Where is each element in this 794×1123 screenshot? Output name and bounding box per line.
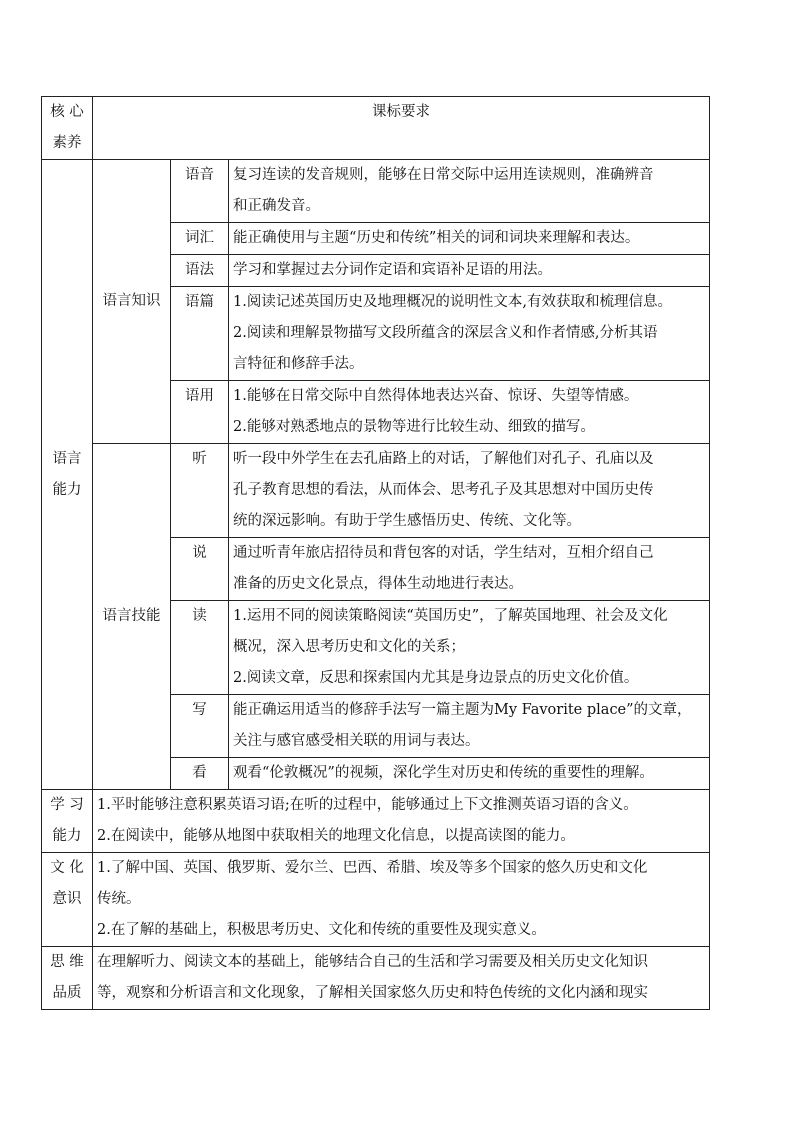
table-row bbox=[42, 790, 710, 853]
content-line: 1.阅读记述英国历史及地理概况的说明性文本,有效获取和梳理信息。 bbox=[233, 294, 672, 310]
row-name: 写 bbox=[171, 695, 229, 758]
row-name: 语篇 bbox=[171, 287, 229, 381]
content-line: 2.阅读文章，反思和探索国内尤其是身边景点的历史文化价值。 bbox=[233, 670, 639, 686]
table-row bbox=[42, 853, 710, 947]
content-line: 1.能够在日常交际中自然得体地表达兴奋、惊讶、失望等情感。 bbox=[233, 388, 639, 404]
content-line: 传统。 bbox=[97, 891, 141, 907]
content-line: 孔子教育思想的看法，从而体会、思考孔子及其思想对中国历史传 bbox=[233, 482, 654, 498]
learning-ability-label-1: 学 习 bbox=[50, 797, 84, 813]
content-line: 观看“伦敦概况”的视频，深化学生对历史和传统的重要性的理解。 bbox=[233, 765, 654, 781]
table-row bbox=[42, 947, 710, 1010]
row-content bbox=[229, 381, 710, 444]
content-line: 1.运用不同的阅读策略阅读“英国历史”，了解英国地理、社会及文化 bbox=[233, 608, 668, 624]
thinking-quality-label-1: 思 维 bbox=[50, 954, 84, 970]
row-name: 说 bbox=[171, 538, 229, 601]
row-content bbox=[229, 255, 710, 287]
content-line: 2.阅读和理解景物描写文段所蕴含的深层含义和作者情感,分析其语 bbox=[233, 325, 658, 341]
row-name: 词汇 bbox=[171, 223, 229, 255]
content-line: 关注与感官感受相关联的用词与表达。 bbox=[233, 733, 480, 749]
row-content bbox=[229, 287, 710, 381]
row-content bbox=[229, 538, 710, 601]
content-line: 和正确发音。 bbox=[233, 198, 320, 214]
content-line: 2.能够对熟悉地点的景物等进行比较生动、细致的描写。 bbox=[233, 419, 595, 435]
content-line: 1.平时能够注意积累英语习语;在听的过程中，能够通过上下文推测英语习语的含义。 bbox=[97, 797, 638, 813]
row-name: 语音 bbox=[171, 160, 229, 223]
row-content bbox=[229, 758, 710, 790]
learning-ability-label bbox=[42, 790, 93, 853]
content-line: 言特征和修辞手法。 bbox=[233, 356, 364, 372]
row-name: 语用 bbox=[171, 381, 229, 444]
content-line: 复习连读的发音规则，能够在日常交际中运用连读规则，准确辨音 bbox=[233, 167, 654, 183]
content-line: 通过听青年旅店招待员和背包客的对话，学生结对，互相介绍自己 bbox=[233, 545, 654, 561]
language-ability-label-2: 能力 bbox=[52, 481, 82, 498]
content-line: 准备的历史文化景点，得体生动地进行表达。 bbox=[233, 576, 523, 592]
thinking-quality-label-2: 品质 bbox=[52, 985, 82, 1001]
language-ability-label bbox=[42, 160, 93, 790]
core-label-line-1: 核 心 bbox=[50, 104, 84, 120]
language-knowledge-label: 语言知识 bbox=[93, 160, 171, 444]
cultural-awareness-content bbox=[93, 853, 710, 947]
content-line: 能正确运用适当的修辞手法写一篇主题为My Favorite place”的文章， bbox=[233, 702, 692, 718]
content-line: 听一段中外学生在去孔庙路上的对话，了解他们对孔子、孔庙以及 bbox=[233, 451, 654, 467]
requirement-header: 课标要求 bbox=[93, 97, 710, 160]
content-line: 等，观察和分析语言和文化现象，了解相关国家悠久历史和特色传统的文化内涵和现实 bbox=[97, 985, 648, 1001]
content-line: 概况，深入思考历史和文化的关系； bbox=[233, 639, 465, 655]
cultural-awareness-label-2: 意识 bbox=[52, 891, 82, 907]
content-line: 在理解听力、阅读文本的基础上，能够结合自己的生活和学习需要及相关历史文化知识 bbox=[97, 954, 648, 970]
curriculum-requirements-table bbox=[41, 96, 710, 1010]
cultural-awareness-label-1: 文 化 bbox=[50, 860, 84, 876]
row-name: 听 bbox=[171, 444, 229, 538]
cultural-awareness-label bbox=[42, 853, 93, 947]
content-line: 1.了解中国、英国、俄罗斯、爱尔兰、巴西、希腊、埃及等多个国家的悠久历史和文化 bbox=[97, 860, 648, 876]
content-line: 2.在了解的基础上，积极思考历史、文化和传统的重要性及现实意义。 bbox=[97, 922, 546, 938]
learning-ability-label-2: 能力 bbox=[52, 828, 82, 844]
row-content bbox=[229, 160, 710, 223]
row-content bbox=[229, 444, 710, 538]
content-line: 学习和掌握过去分词作定语和宾语补足语的用法。 bbox=[233, 262, 552, 278]
table-row bbox=[42, 160, 710, 223]
learning-ability-content bbox=[93, 790, 710, 853]
thinking-quality-content bbox=[93, 947, 710, 1010]
language-skills-label: 语言技能 bbox=[93, 444, 171, 790]
table-row bbox=[42, 444, 710, 538]
core-literacy-header bbox=[42, 97, 93, 160]
core-label-line-2: 素养 bbox=[52, 135, 82, 151]
header-row bbox=[42, 97, 710, 160]
row-name: 看 bbox=[171, 758, 229, 790]
language-ability-label-1: 语言 bbox=[52, 450, 82, 467]
content-line: 统的深远影响。有助于学生感悟历史、传统、文化等。 bbox=[233, 513, 581, 529]
row-name: 读 bbox=[171, 601, 229, 695]
row-name: 语法 bbox=[171, 255, 229, 287]
row-content bbox=[229, 695, 710, 758]
row-content bbox=[229, 223, 710, 255]
row-content bbox=[229, 601, 710, 695]
content-line: 能正确使用与主题“历史和传统”相关的词和词块来理解和表达。 bbox=[233, 230, 640, 246]
thinking-quality-label bbox=[42, 947, 93, 1010]
content-line: 2.在阅读中，能够从地图中获取相关的地理文化信息，以提高读图的能力。 bbox=[97, 828, 575, 844]
